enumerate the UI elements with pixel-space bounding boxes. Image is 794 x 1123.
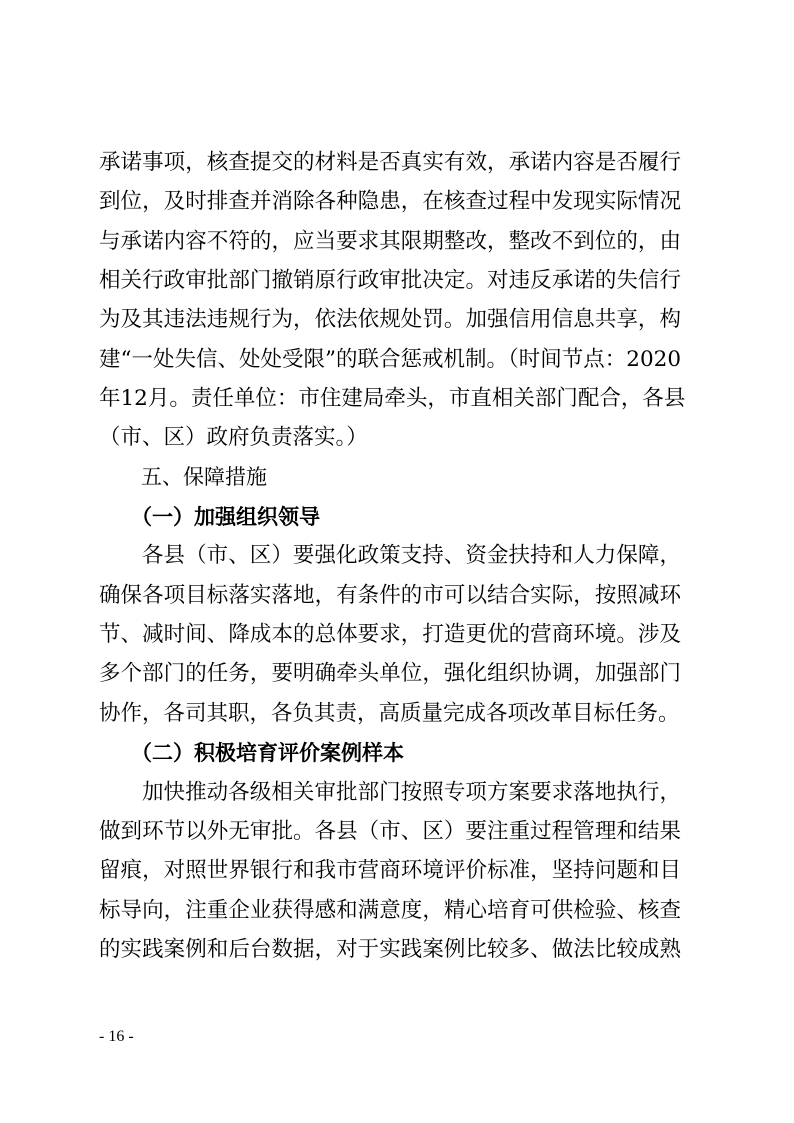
text-line: 多个部门的任务，要明确牵头单位，强化组织协调，加强部门 (99, 661, 681, 687)
page-number: - 16 - (99, 1028, 134, 1045)
text-line: 留痕，对照世界银行和我市营商环境评价标准，坚持问题和目 (99, 858, 681, 884)
text-line: 与承诺内容不符的，应当要求其限期整改，整改不到位的，由 (99, 228, 681, 254)
section-heading: 五、保障措施 (141, 464, 267, 489)
paragraph (99, 536, 681, 733)
text-line: 为及其违法违规行为，依法依规处罚。加强信用信息共享，构 (99, 307, 681, 333)
text-line: 建“一处失信、处处受限”的联合惩戒机制。（时间节点：2020 (99, 346, 681, 372)
text-line: 到位，及时排查并消除各种隐患，在核查过程中发现实际情况 (99, 189, 681, 215)
text-line: 标导向，注重企业获得感和满意度，精心培育可供检验、核查 (99, 897, 681, 923)
text-line: 做到环节以外无审批。各县（市、区）要注重过程管理和结果 (99, 818, 681, 844)
document-page (99, 143, 686, 969)
subsection-heading: （一）加强组织领导 (131, 504, 320, 530)
text-line: 各县（市、区）要强化政策支持、资金扶持和人力保障， (142, 543, 681, 569)
text-line: 承诺事项，核查提交的材料是否真实有效，承诺内容是否履行 (99, 150, 681, 175)
paragraph-continuation (99, 143, 686, 458)
paragraph (99, 773, 681, 970)
text-line: 的实践案例和后台数据，对于实践案例比较多、做法比较成熟 (99, 936, 681, 962)
text-line: 协作，各司其职，各负其责，高质量完成各项改革目标任务。 (99, 700, 680, 726)
text-line: 加快推动各级相关审批部门按照专项方案要求落地执行， (142, 779, 681, 805)
text-line: 年12月。责任单位：市住建局牵头，市直相关部门配合，各县 (99, 386, 686, 412)
text-line: 确保各项目标落实落地，有条件的市可以结合实际，按照减环 (99, 582, 681, 608)
text-line: （市、区）政府负责落实。） (99, 425, 368, 451)
text-line: 相关行政审批部门撤销原行政审批决定。对违反承诺的失信行 (99, 268, 681, 294)
subsection-heading: （二）积极培育评价案例样本 (131, 740, 404, 766)
text-line: 节、减时间、降成本的总体要求，打造更优的营商环境。涉及 (99, 622, 681, 648)
